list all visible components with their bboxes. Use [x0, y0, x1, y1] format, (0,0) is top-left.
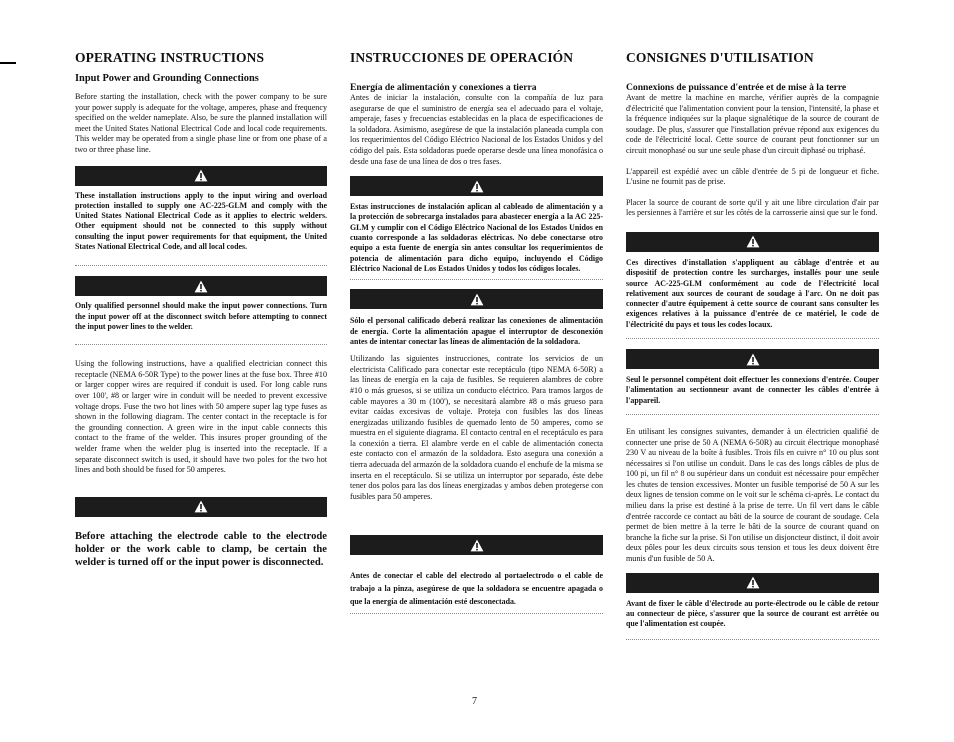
- english-column: [75, 50, 327, 569]
- warning-triangle-icon: [746, 235, 760, 248]
- divider: [626, 414, 879, 415]
- warning-bar: [75, 497, 327, 517]
- english-warning-electrode: Before attaching the electrode cable to the electrode holder or the work cable to clamp, be certain the welder is turned off or the input power is disconnected.: [75, 530, 327, 568]
- warning-bar: [350, 289, 603, 309]
- english-intro: Before starting the installation, check with the power company to be sure your power supply is adequate for the voltage, amperes, phase and frequency specified on the welder nameplate. Also, be sure the planned installation will meet the United States National Electrical Code and local code requirements. This welder may be operated from a single phase line or from one phase of a two or three phase line.: [75, 92, 327, 154]
- french-warning-electrode: Avant de fixer le câble d'électrode au porte-électrode ou le câble de retour au connecteur de pièce, s'assurer que la source de courant est arrêtée ou que l'alimentation est coupée.: [626, 598, 879, 629]
- warning-triangle-icon: [746, 576, 760, 589]
- warning-triangle-icon: [470, 180, 484, 193]
- spanish-instructions: Utilizando las siguientes instrucciones, contrate los servicios de un electricista Calificado para conectar este receptáculo (tipo NEMA 6-50R) a las líneas de energía en la caja de fusibles. Se requieren alambres de cobre #10 o más gruesos, si se utiliza un conducto eléctrico. Para tramos largos de cable mayores a 30 m (100'), se necesitará alambre #8 o más grueso para evitar caídas excesivas de voltaje. Proteja con fusibles las dos líneas energizadas utilizando fusibles de quemado lento de 50 amperes, como se muestra en el siguiente diagrama. El contacto central en el receptáculo es para la conexión a tierra. El alambre verde en el cable de alimentación conecta este contacto con el armazón de la soldadora. Esto asegura una conexión a tierra adecuada del armazón de la soldadora cuando el enchufe de la misma se inserta en el receptáculo. Si se utiliza un interruptor por separado, éste debe tener dos polos para las dos líneas energizadas y ambos deben protegerse con fusibles para 50 amperes.: [350, 354, 603, 501]
- spanish-column: [350, 50, 603, 614]
- spanish-title: INSTRUCCIONES DE OPERACIÓN: [350, 50, 574, 65]
- warning-triangle-icon: [470, 539, 484, 552]
- english-instructions: Using the following instructions, have a qualified electrician connect this receptacle (NEMA 6-50R Type) to the power lines at the fuse box. Three #10 or larger copper wires are required if conduit is used. For long cable runs over 100', #8 or larger wire in conduit will be needed to prevent excessive voltage drops. Fuse the two hot lines with 50 ampere super lag type fuses as shown in the following diagram. The center contact in the receptacle is for the grounding connection. A green wire in the input cable connects this contact to the frame of the welder. This insures proper grounding of the welder frame when the welder plug is inserted into the receptacle. If a separate disconnect switch is used, it should have two poles for the two hot lines and both should be fused for 50 amperes.: [75, 359, 327, 475]
- french-warning-installation: Ces directives d'installation s'appliquent au câblage d'entrée et au dispositif de protection contre les surcharges, installés pour une seule source AC-225-GLM conformément au code de l'électricité local relativement aux sources de courant de soudage à l'arc. On ne doit pas connecter d'autre équipement à cette source de courant sans consulter les exigences relatives à la puissance d'entrée de ce matériel, le code de l'électricité du pays et tous les codes locaux.: [626, 257, 879, 329]
- warning-bar: [75, 276, 327, 296]
- warning-triangle-icon: [194, 280, 208, 293]
- divider: [350, 279, 603, 280]
- french-intro: Avant de mettre la machine en marche, vérifier auprès de la compagnie d'électricité que l'alimentation convient pour la tension, l'intensité, la phase et la fréquence indiquées sur la plaque signalétique de la source de courant de soudage. De plus, s'assurer que l'installation prévue répond aux exigences du code de l'électricité local. Cette source de courant peut fonctionner sur un circuit monophasé ou sur une seule phase d'un circuit diphasé ou triphasé.: [626, 93, 879, 155]
- english-title: OPERATING INSTRUCTIONS: [75, 50, 265, 65]
- english-warning-installation: These installation instructions apply to the input wiring and overload protection installed to supply one AC-225-GLM and comply with the United States National Electrical Code as it applies to electric welders. Other equipment should not be connected to this supply without consulting the input power requirements for that equipment, the United States National Electrical Code, and all local codes.: [75, 190, 327, 252]
- page-number: 7: [472, 696, 477, 707]
- divider: [350, 613, 603, 614]
- french-column: [626, 50, 879, 640]
- divider: [626, 639, 879, 640]
- english-warning-qualified: Only qualified personnel should make the input power connections. Turn the input power off at the disconnect switch before attempting to connect the input power lines to the welder.: [75, 301, 327, 331]
- warning-bar: [75, 166, 327, 186]
- warning-bar: [350, 535, 603, 555]
- spanish-warning-electrode: Antes de conectar el cable del electrodo al portaelectrodo o el cable de trabajo a la pinza, asegúrese de que la soldadora se encuentre apagada o que la energía de alimentación esté desconectada.: [350, 571, 603, 607]
- divider: [75, 344, 327, 345]
- warning-triangle-icon: [194, 500, 208, 513]
- warning-bar: [626, 349, 879, 369]
- spanish-subtitle: Energía de alimentación y conexiones a tierra: [350, 82, 537, 93]
- margin-mark: [0, 62, 16, 64]
- spanish-warning-qualified: Sólo el personal calificado deberá realizar las conexiones de alimentación de energía. Corte la alimentación apague el interruptor de desconexión antes de intentar conectar las líneas de alimentación de la soldadora.: [350, 316, 603, 346]
- french-instructions: En utilisant les consignes suivantes, demander à un électricien qualifié de connecter une prise de 50 A (NEMA 6-50R) au circuit électrique monophasé 230 V au niveau de la boîte à fusibles. Trois fils en cuivre n° 10 ou plus sont nécessaires si l'on utilise un conduit. Dans le cas des longs câbles de plus de 100 pi, un fil n° 8 ou supérieur dans un conduit est nécessaire pour empêcher les chutes de tension excessives. Monter un fusible temporisé de 50 A sur les deux lignes de tension comme on le voit sur le schéma ci-après. Le contact du milieu dans la prise est destiné à la prise de terre. Un fil vert dans le câble d'entrée raccorde ce contact au bâti de la source de courant de soudage. Cela permet de bien mettre à la terre le bâti de la source de courant quand on branche la fiche sur la prise. Si l'on utilise un disjoncteur distinct, il doit avoir deux pôles pour les deux circuits sous tension et tous les deux doivent être munis d'un fusible de 50 A.: [626, 426, 879, 564]
- french-title: CONSIGNES D'UTILISATION: [626, 50, 814, 65]
- french-subtitle: Connexions de puissance d'entrée et de mise à la terre: [626, 82, 847, 93]
- warning-bar: [350, 176, 603, 196]
- french-cable-note: L'appareil est expédié avec un câble d'entrée de 5 pi de longueur et fiche. L'usine ne fournit pas de prise.: [626, 166, 879, 187]
- divider: [75, 265, 327, 266]
- english-subtitle: Input Power and Grounding Connections: [75, 73, 259, 84]
- warning-triangle-icon: [746, 353, 760, 366]
- warning-bar: [626, 573, 879, 593]
- spanish-warning-installation: Estas instrucciones de instalación aplican al cableado de alimentación y a la protección de sobrecarga instalados para abastecer energía a la AC 225-GLM y cumplir con el Código Eléctrico Nacional de los Estados Unidos en cuanto corresponde a las soldadoras eléctricas. No debe conectarse otro equipo a esta fuente de energía sin antes consultar los requerimientos de potencia de alimentación para dicho equipo, incluyendo el Código Eléctrico Nacional de Los Estados Unidos y todos los códigos locales.: [350, 202, 603, 273]
- warning-triangle-icon: [194, 169, 208, 182]
- french-warning-qualified: Seul le personnel compétent doit effectuer les connexions d'entrée. Couper l'alimentation au sectionneur avant de connecter les câbles d'entrée à l'appareil.: [626, 375, 879, 405]
- warning-triangle-icon: [470, 293, 484, 306]
- spanish-intro: Antes de iniciar la instalación, consulte con la compañía de luz para asegurarse de que el suministro de energía sea el adecuado para el voltaje, amperaje, fases y frecuencias establecidas en la placa de especificaciones de la soldadora. Asimismo, asegúrese de que la instalación planeada cumpla con los requerimientos del Código Eléctrico Nacional de los Estados Unidos y del código del país. Esta soldadoras puede operarse desde una línea monofásica o desde una fase de una línea de dos o tres fases.: [350, 93, 603, 166]
- divider: [626, 338, 879, 339]
- warning-bar: [626, 232, 879, 252]
- french-placement: Placer la source de courant de sorte qu'il y ait une libre circulation d'air par les persiennes à l'arrière et sur les côtés de la carrosserie ainsi que sur le fond.: [626, 197, 879, 218]
